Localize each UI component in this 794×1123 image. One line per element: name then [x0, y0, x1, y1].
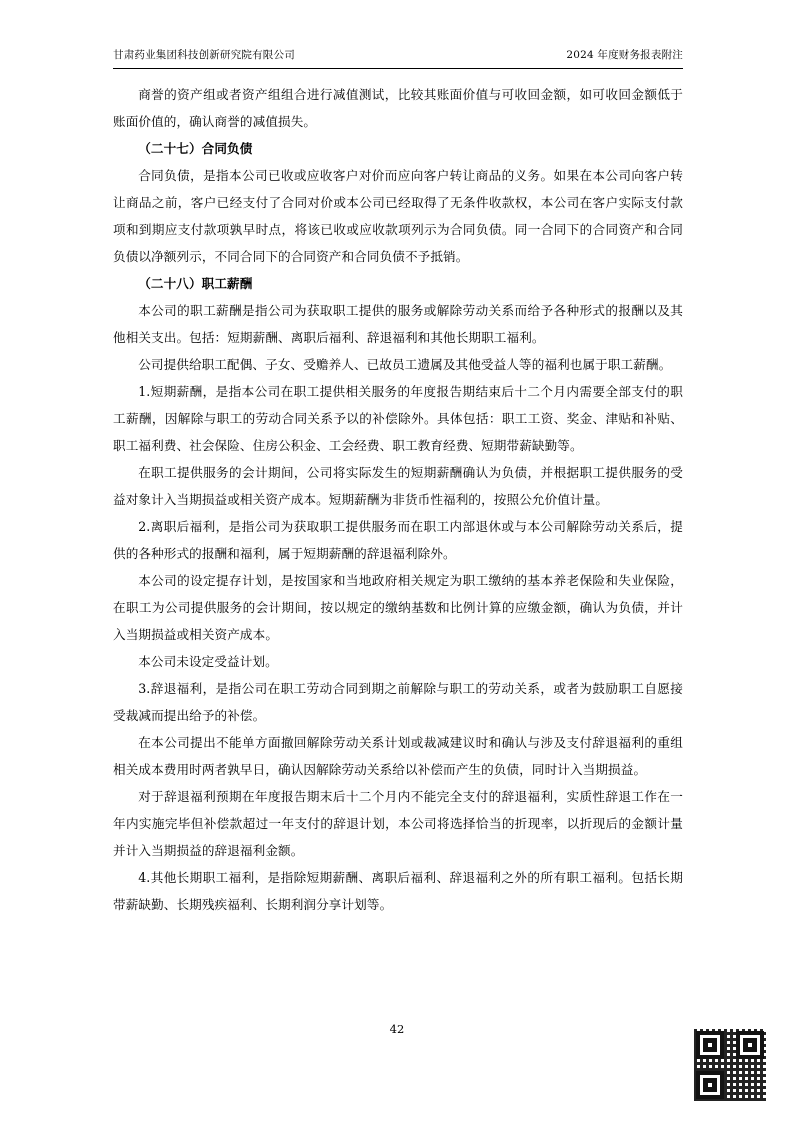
page-header: [113, 48, 683, 68]
page-number: 42: [389, 1022, 405, 1036]
qr-code-icon: [694, 1029, 766, 1101]
body-text: [113, 81, 683, 918]
page-content: [113, 48, 683, 918]
header-report-title: 2024 年度财务报表附注: [566, 49, 683, 61]
qr-finder-bottom-left: [696, 1071, 724, 1099]
paragraph: 在本公司提出不能单方面撤回解除劳动关系计划或裁减建议时和确认与涉及支付辞退福利的重组相关成本费用时两者孰早日，确认因解除劳动关系给以补偿而产生的负债，同时计入当期损益。: [113, 734, 683, 777]
paragraph: 商誉的资产组或者资产组组合进行减值测试，比较其账面价值与可收回金额，如可收回金额低于账面价值的，确认商誉的减值损失。: [113, 86, 683, 129]
paragraph: 公司提供给职工配偶、子女、受赡养人、已故员工遗属及其他受益人等的福利也属于职工薪酬。: [138, 356, 672, 372]
paragraph: 3.辞退福利，是指公司在职工劳动合同到期之前解除与职工的劳动关系，或者为鼓励职工自愿接受裁减而提出给予的补偿。: [113, 680, 683, 723]
paragraph: 在职工提供服务的会计期间，公司将实际发生的短期薪酬确认为负债，并根据职工提供服务的受益对象计入当期损益或相关资产成本。短期薪酬为非货币性福利的，按照公允价值计量。: [113, 464, 683, 507]
paragraph: 本公司的职工薪酬是指公司为获取职工提供的服务或解除劳动关系而给予各种形式的报酬以及其他相关支出。包括：短期薪酬、离职后福利、辞退福利和其他长期职工福利。: [113, 302, 683, 345]
section-heading-contract-liabilities: （二十七）合同负债: [138, 140, 253, 156]
paragraph: 4.其他长期职工福利，是指除短期薪酬、离职后福利、辞退福利之外的所有职工福利。包括长期带薪缺勤、长期残疾福利、长期利润分享计划等。: [113, 869, 683, 912]
header-company-name: 甘肃药业集团科技创新研究院有限公司: [113, 49, 295, 61]
paragraph: 本公司未设定受益计划。: [138, 653, 278, 669]
paragraph: 2.离职后福利，是指公司为获取职工提供服务而在职工内部退休或与本公司解除劳动关系后，提供的各种形式的报酬和福利，属于短期薪酬的辞退福利除外。: [113, 518, 683, 561]
section-heading-employee-compensation: （二十八）职工薪酬: [138, 275, 253, 291]
paragraph: 本公司的设定提存计划，是按国家和当地政府相关规定为职工缴纳的基本养老保险和失业保险，在职工为公司提供服务的会计期间，按以规定的缴纳基数和比例计算的应缴金额，确认为负债，并计入当期损益或相关资产成本。: [113, 572, 683, 642]
paragraph: 合同负债，是指本公司已收或应收客户对价而应向客户转让商品的义务。如果在本公司向客户转让商品之前，客户已经支付了合同对价或本公司已经取得了无条件收款权，本公司在客户实际支付款项和到期应支付款项孰早时点，将该已收或应收款项列示为合同负债。同一合同下的合同资产和合同负债以净额列示，不同合同下的合同资产和合同负债不予抵销。: [113, 167, 683, 264]
header-divider: [113, 68, 683, 69]
paragraph: 1.短期薪酬，是指本公司在职工提供相关服务的年度报告期结束后十二个月内需要全部支付的职工薪酬，因解除与职工的劳动合同关系予以的补偿除外。具体包括：职工工资、奖金、津贴和补贴、职工福利费、社会保险、住房公积金、工会经费、职工教育经费、短期带薪缺勤等。: [113, 383, 683, 453]
paragraph: 对于辞退福利预期在年度报告期末后十二个月内不能完全支付的辞退福利，实质性辞退工作在一年内实施完毕但补偿款超过一年支付的辞退计划，本公司将选择恰当的折现率，以折现后的金额计量并计入当期损益的辞退福利金额。: [113, 788, 683, 858]
